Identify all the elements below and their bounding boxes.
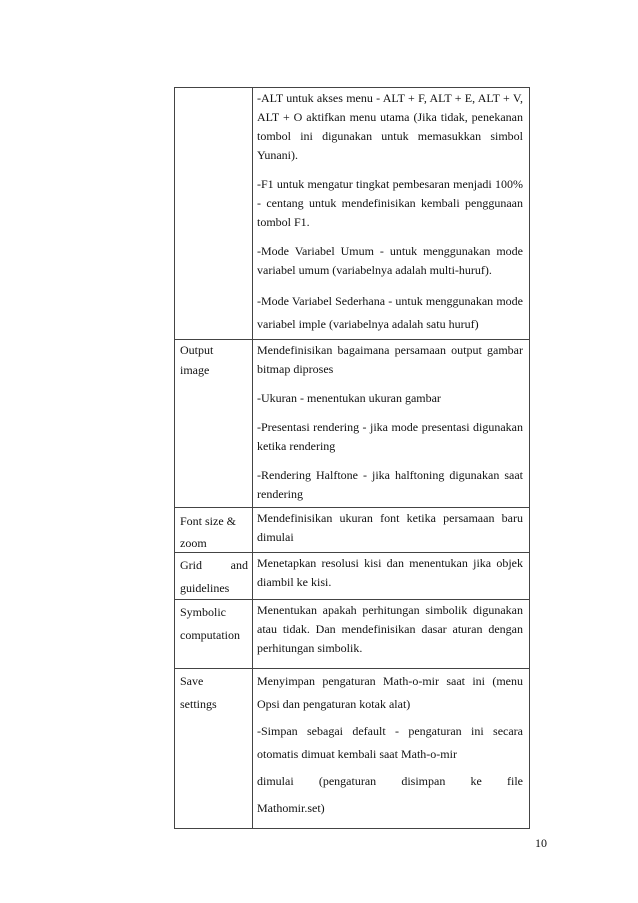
row-label-line: image [180,363,210,377]
description-paragraph: -Simpan sebagai default - pengaturan ini secara otomatis dimuat kembali saat Math-o-mir [257,724,523,761]
settings-table [174,87,530,829]
description-paragraph: -Rendering Halftone - jika halftoning digunakan saat rendering [257,468,523,501]
row-label-line: Symbolic [180,605,227,619]
description-paragraph: Mathomir.set) [257,801,325,815]
row-label-line: guidelines [180,581,230,595]
row-label-cell [175,340,253,508]
description-paragraph: dimulai (pengaturan disimpan ke file [257,774,523,788]
row-description-cell [253,88,530,340]
description-paragraph: Mendefinisikan bagaimana persamaan output gambar bitmap diproses [257,343,523,376]
description-paragraph: Menentukan apakah perhitungan simbolik digunakan atau tidak. Dan mendefinisikan dasar aturan dengan perhitungan simbolik. [257,603,523,655]
row-label-line: settings [180,697,217,711]
row-label-cell [175,508,253,553]
row-description-cell [253,553,530,600]
description-paragraph: -Mode Variabel Sederhana - untuk menggunakan mode variabel imple (variabelnya adalah satu huruf) [257,294,523,331]
page-number: 10 [535,836,547,850]
row-label-line: Font size & [180,514,236,528]
table-row [175,88,530,340]
description-paragraph: Menetapkan resolusi kisi dan menentukan jika objek diambil ke kisi. [257,556,523,589]
description-paragraph: -ALT untuk akses menu - ALT + F, ALT + E, ALT + V, ALT + O aktifkan menu utama (Jika tidak, penekanan tombol ini digunakan untuk memasukkan simbol Yunani). [257,91,523,162]
row-label-cell [175,669,253,829]
table-row [175,553,530,600]
row-description-cell [253,508,530,553]
row-label-line: computation [180,628,240,642]
row-label-cell [175,88,253,340]
row-label-line: Save [180,674,204,688]
description-paragraph: -F1 untuk mengatur tingkat pembesaran menjadi 100% - centang untuk mendefinisikan kembali penggunaan tombol F1. [257,177,523,229]
row-description-cell [253,340,530,508]
description-paragraph: -Mode Variabel Umum - untuk menggunakan mode variabel umum (variabelnya adalah multi-huruf). [257,244,523,277]
description-paragraph: -Ukuran - menentukan ukuran gambar [257,391,441,405]
row-label-line: Grid and [180,558,248,572]
row-description-cell [253,600,530,669]
description-paragraph: Menyimpan pengaturan Math-o-mir saat ini (menu Opsi dan pengaturan kotak alat) [257,674,523,711]
row-label-line: Output [180,343,214,357]
row-label-cell [175,553,253,600]
table-row [175,600,530,669]
table-row [175,340,530,508]
description-paragraph: Mendefinisikan ukuran font ketika persamaan baru dimulai [257,511,523,544]
row-description-cell [253,669,530,829]
table-row [175,669,530,829]
table-row [175,508,530,553]
row-label-line: zoom [180,536,207,550]
description-paragraph: -Presentasi rendering - jika mode presentasi digunakan ketika rendering [257,420,523,453]
row-label-cell [175,600,253,669]
